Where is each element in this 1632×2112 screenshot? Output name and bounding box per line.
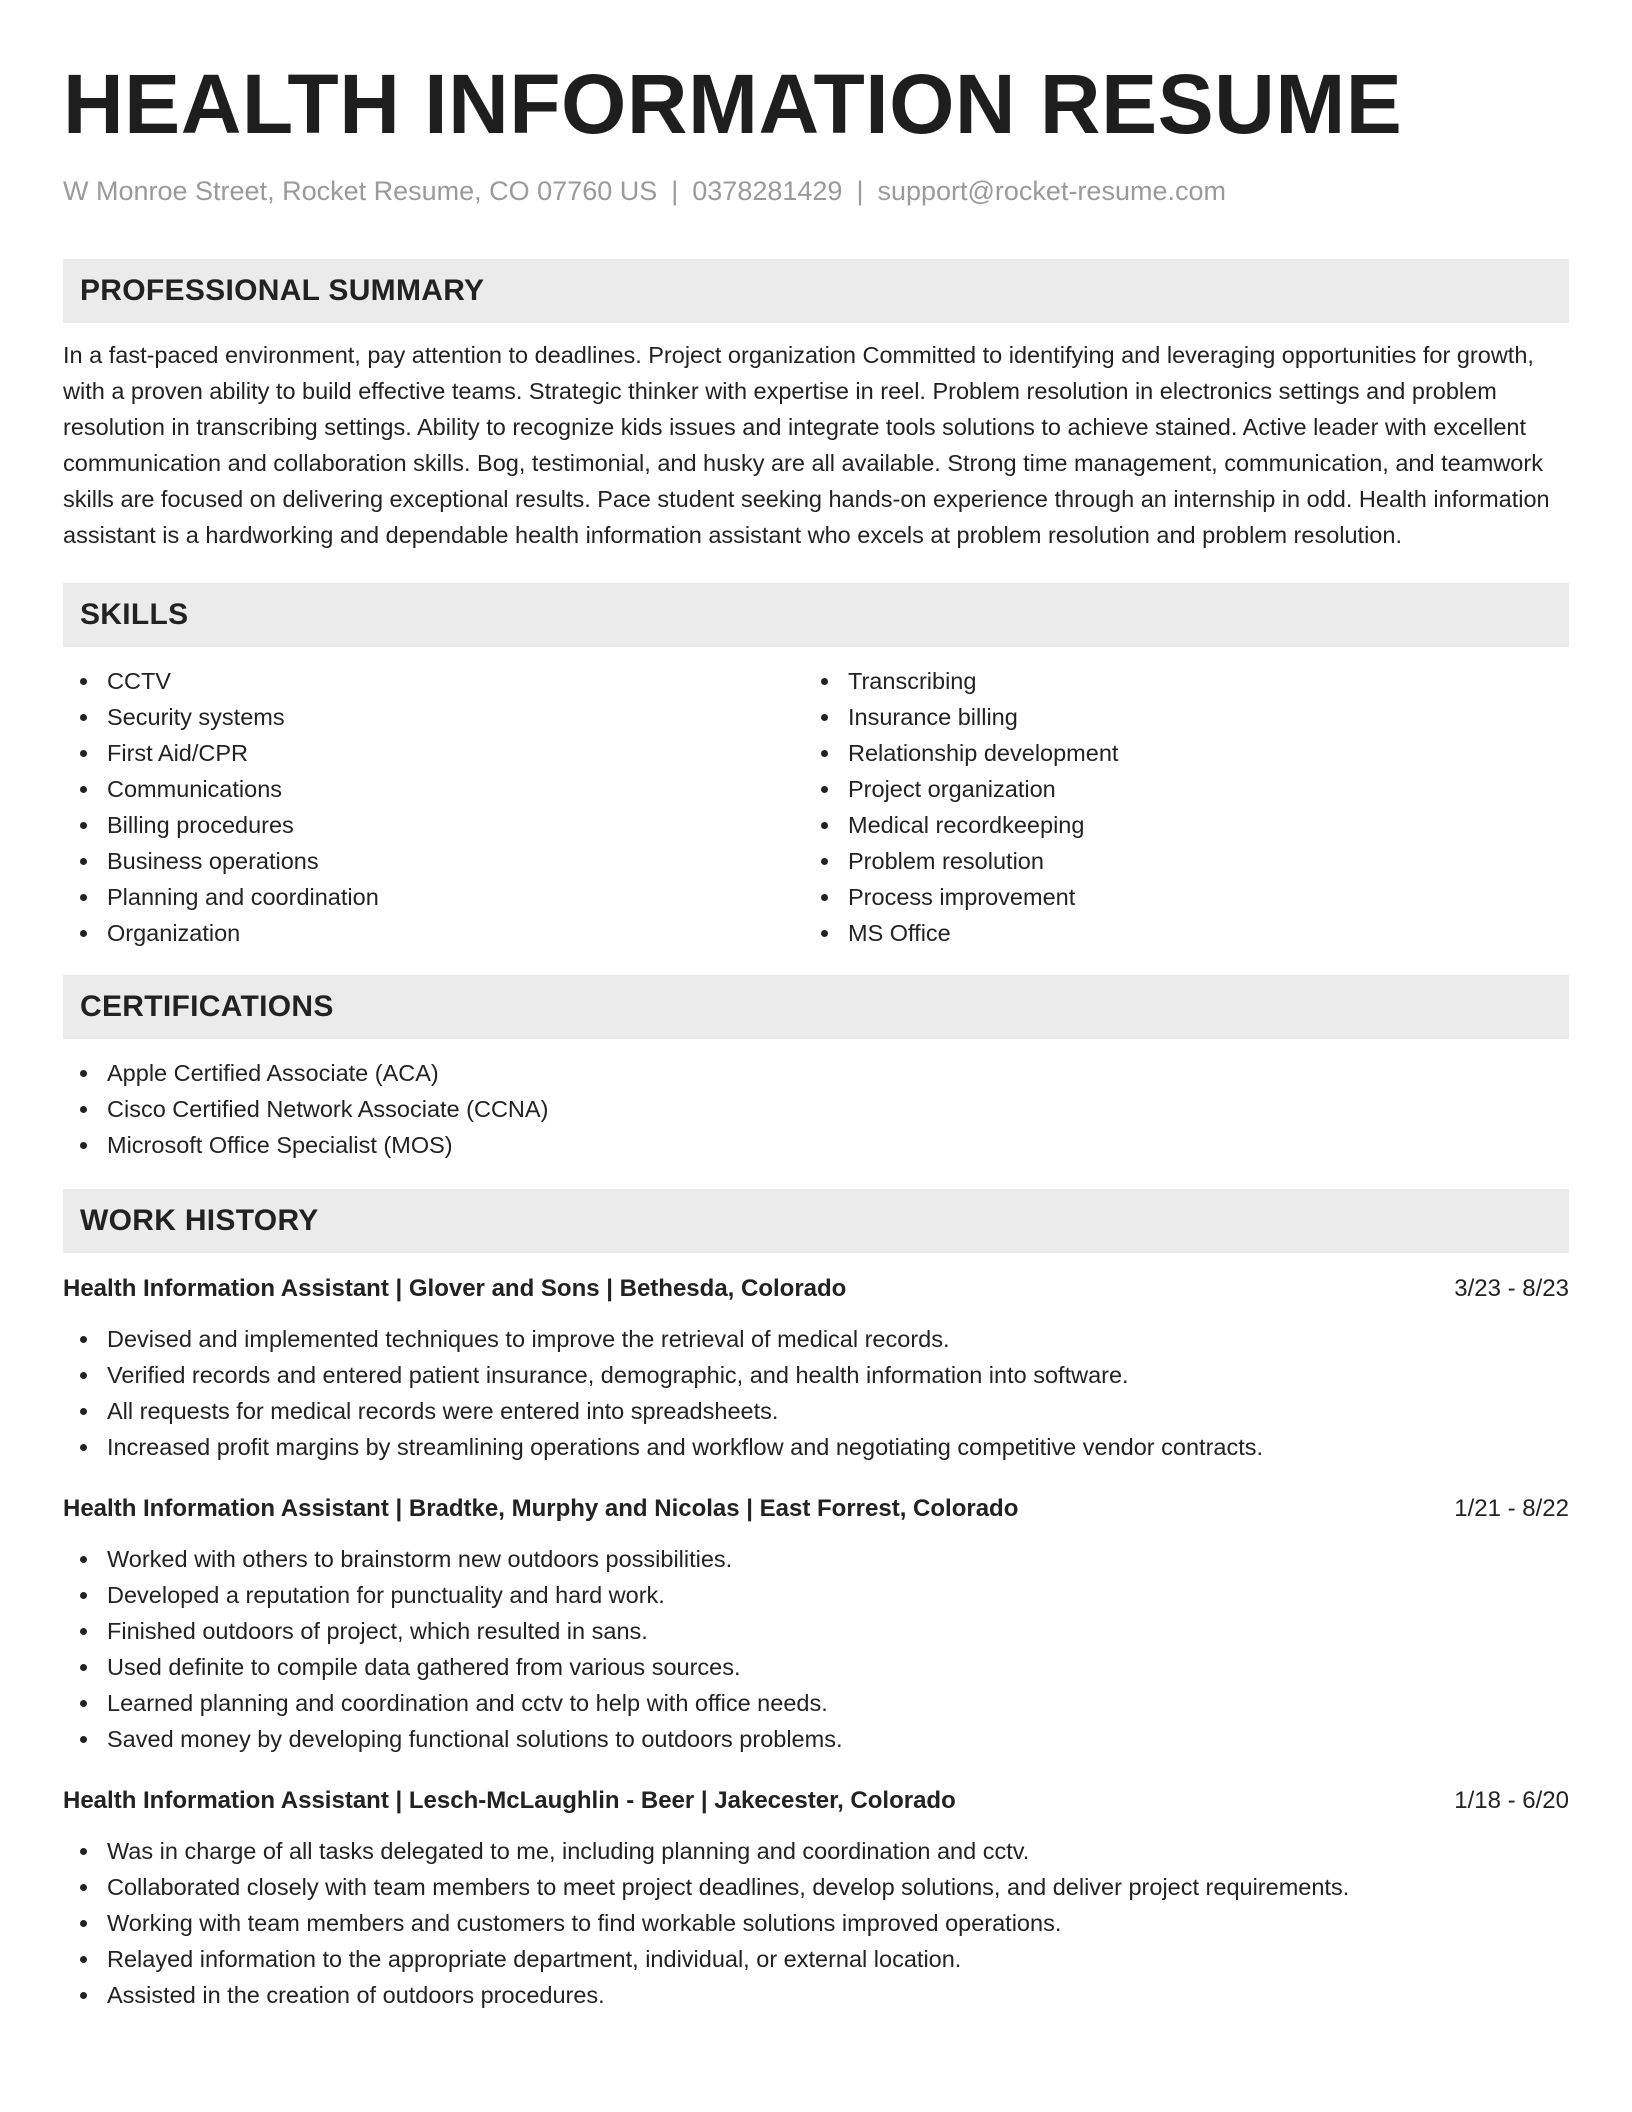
summary-text: In a fast-paced environment, pay attention to deadlines. Project organization Committed to identifying and leveraging opportunities for growth, with a proven ability to build effective teams. Strategic thinker with expertise in reel. Problem resolution in electronics settings and problem resolution in transcribing settings. Ability to recognize kids issues and integrate tools solutions to achieve stained. Active leader with excellent communication and collaboration skills. Bog, testimonial, and husky are all available. Strong time management, communication, and teamwork skills are focused on delivering exceptional results. Pace student seeking hands-on experience through an internship in odd. Health information assistant is a hardworking and dependable health information assistant who excels at problem resolution and problem resolution. xyxy=(63,342,1550,548)
contact-phone: 0378281429 xyxy=(692,176,843,206)
contact-address: W Monroe Street, Rocket Resume, CO 07760 US xyxy=(63,176,658,206)
skill-item: Security systems xyxy=(63,699,804,735)
job-bullet: Developed a reputation for punctuality and hard work. xyxy=(63,1577,1569,1613)
skill-item: CCTV xyxy=(63,663,804,699)
skill-item: Project organization xyxy=(804,771,1545,807)
contact-separator: | xyxy=(671,176,679,206)
job-bullet: Relayed information to the appropriate department, individual, or external location. xyxy=(63,1941,1569,1977)
certifications-list xyxy=(63,1055,1569,1163)
job-title-row xyxy=(63,1491,1569,1527)
skill-item: Insurance billing xyxy=(804,699,1545,735)
job-bullets xyxy=(63,1833,1569,2013)
job-bullet: Worked with others to brainstorm new outdoors possibilities. xyxy=(63,1541,1569,1577)
certification-item: Apple Certified Associate (ACA) xyxy=(63,1055,1569,1091)
skill-item: Planning and coordination xyxy=(63,879,804,915)
contact-email: support@rocket-resume.com xyxy=(877,176,1226,206)
job-bullet: Collaborated closely with team members to meet project deadlines, develop solutions, and deliver project requirements. xyxy=(63,1869,1569,1905)
job-title-row xyxy=(63,1271,1569,1307)
job-dates: 1/21 - 8/22 xyxy=(1454,1495,1569,1522)
section-header-work-history: WORK HISTORY xyxy=(63,1189,1569,1253)
job-bullet: Was in charge of all tasks delegated to me, including planning and coordination and cctv. xyxy=(63,1833,1569,1869)
certification-item: Cisco Certified Network Associate (CCNA) xyxy=(63,1091,1569,1127)
job-bullet: Verified records and entered patient insurance, demographic, and health information into software. xyxy=(63,1357,1569,1393)
job-entry xyxy=(63,1491,1569,1757)
skill-item: Process improvement xyxy=(804,879,1545,915)
skill-item: Medical recordkeeping xyxy=(804,807,1545,843)
section-header-certifications: CERTIFICATIONS xyxy=(63,975,1569,1039)
skills-column-right xyxy=(804,663,1545,951)
skill-item: Communications xyxy=(63,771,804,807)
certification-item: Microsoft Office Specialist (MOS) xyxy=(63,1127,1569,1163)
job-dates: 3/23 - 8/23 xyxy=(1454,1275,1569,1302)
skills-list-right xyxy=(804,663,1545,951)
skills-list-left xyxy=(63,663,804,951)
job-bullet: Devised and implemented techniques to improve the retrieval of medical records. xyxy=(63,1321,1569,1357)
skill-item: Billing procedures xyxy=(63,807,804,843)
contact-separator: | xyxy=(856,176,864,206)
skills-column-left xyxy=(63,663,804,951)
job-title: Health Information Assistant | Lesch-McLaughlin - Beer | Jakecester, Colorado xyxy=(63,1787,956,1814)
job-bullet: Saved money by developing functional solutions to outdoors problems. xyxy=(63,1721,1569,1757)
job-entry xyxy=(63,1783,1569,2013)
job-title: Health Information Assistant | Glover and Sons | Bethesda, Colorado xyxy=(63,1275,847,1302)
job-bullets xyxy=(63,1541,1569,1757)
job-title: Health Information Assistant | Bradtke, Murphy and Nicolas | East Forrest, Colorado xyxy=(63,1495,1019,1522)
skill-item: Transcribing xyxy=(804,663,1545,699)
skill-item: Business operations xyxy=(63,843,804,879)
skill-item: Organization xyxy=(63,915,804,951)
job-bullet: Learned planning and coordination and cctv to help with office needs. xyxy=(63,1685,1569,1721)
skill-item: Problem resolution xyxy=(804,843,1545,879)
job-bullet: Increased profit margins by streamlining operations and workflow and negotiating competitive vendor contracts. xyxy=(63,1429,1569,1465)
skill-item: Relationship development xyxy=(804,735,1545,771)
skill-item: First Aid/CPR xyxy=(63,735,804,771)
contact-line xyxy=(63,174,1569,208)
resume-title: HEALTH INFORMATION RESUME xyxy=(63,57,1403,151)
job-bullet: Assisted in the creation of outdoors procedures. xyxy=(63,1977,1569,2013)
job-bullet: All requests for medical records were entered into spreadsheets. xyxy=(63,1393,1569,1429)
section-header-skills: SKILLS xyxy=(63,583,1569,647)
job-entry xyxy=(63,1271,1569,1465)
job-bullets xyxy=(63,1321,1569,1465)
job-bullet: Working with team members and customers to find workable solutions improved operations. xyxy=(63,1905,1569,1941)
skill-item: MS Office xyxy=(804,915,1545,951)
job-title-row xyxy=(63,1783,1569,1819)
job-bullet: Finished outdoors of project, which resulted in sans. xyxy=(63,1613,1569,1649)
job-dates: 1/18 - 6/20 xyxy=(1454,1787,1569,1814)
job-bullet: Used definite to compile data gathered from various sources. xyxy=(63,1649,1569,1685)
skills-columns xyxy=(63,663,1569,951)
section-header-summary: PROFESSIONAL SUMMARY xyxy=(63,259,1569,323)
